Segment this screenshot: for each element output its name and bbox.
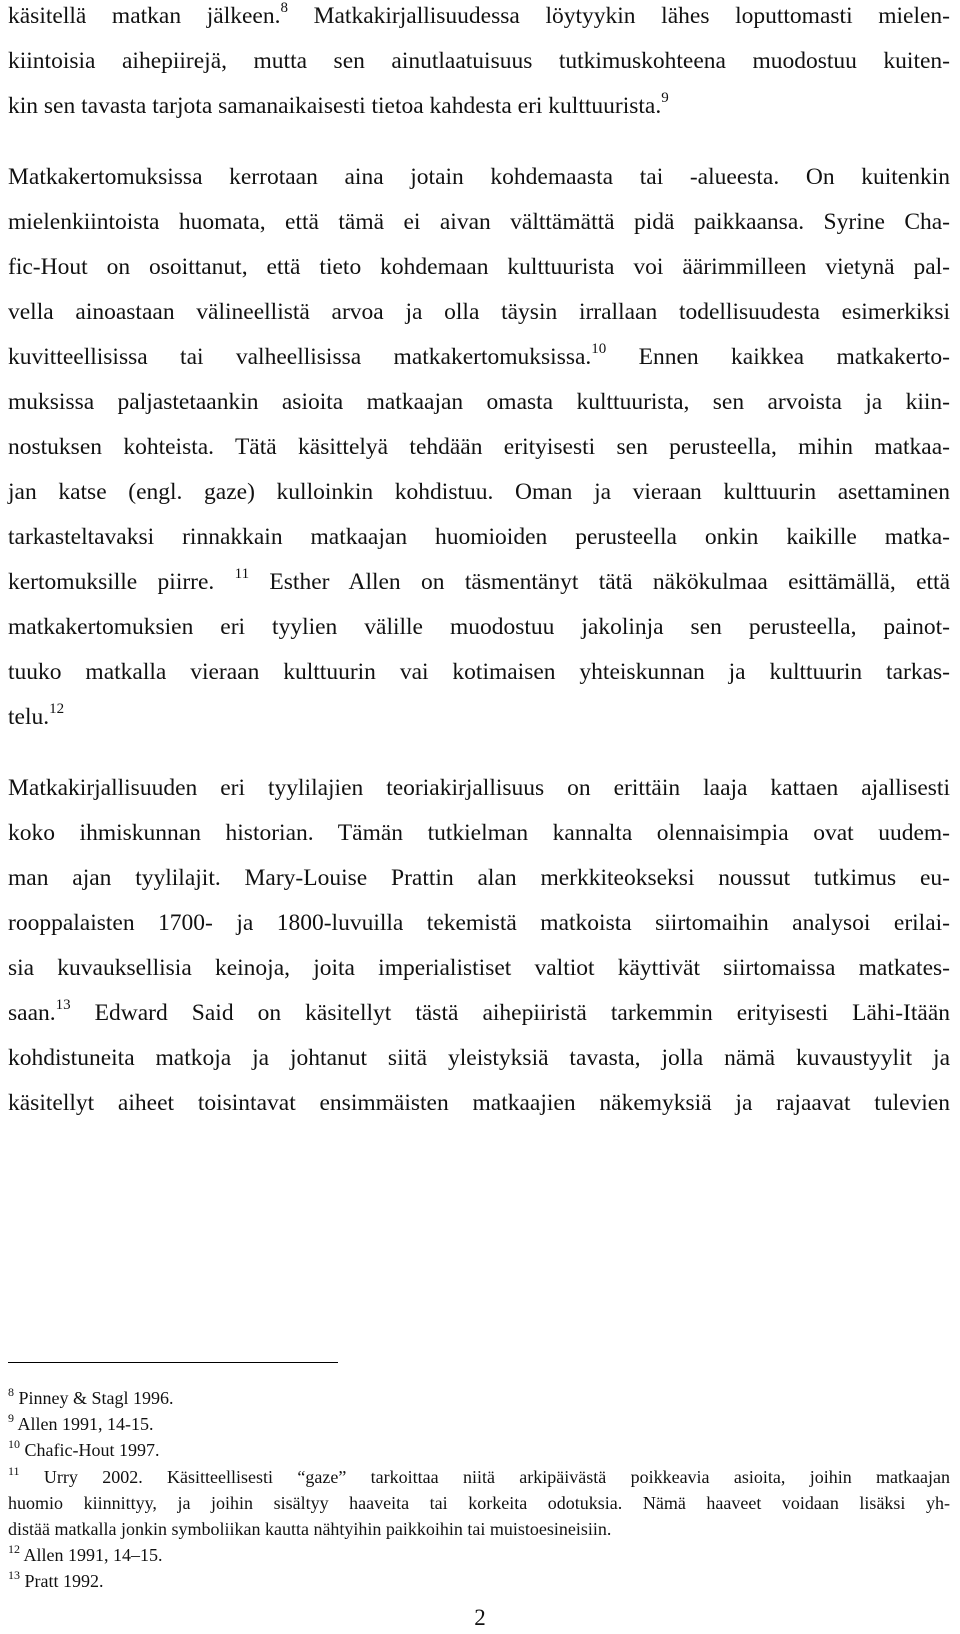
footnote-ref[interactable]: 8 <box>280 0 288 16</box>
page-number: 2 <box>474 1605 486 1630</box>
body-line: mielenkiintoista huomata, että tämä ei aivan välttämättä pidä paikkaansa. Syrine Cha- <box>8 209 950 235</box>
body-line: kuvitteellisissa tai valheellisissa matkakertomuksissa.$^{10}$ Ennen kaikkea matkakerto- <box>8 341 950 370</box>
body-line: telu.$^{12}$ <box>8 701 65 730</box>
body-line: kin sen tavasta tarjota samanaikaisesti tietoa kahdesta eri kulttuurista.$^9$ <box>8 90 669 119</box>
body-line: käsitellyt aiheet toisintavat ensimmäisten matkaajien näkemyksiä ja rajaavat tulevien <box>8 1090 950 1116</box>
footnote-ref[interactable]: 12 <box>49 701 65 717</box>
body-line: tarkasteltavaksi rinnakkain matkaajan huomioiden perusteella onkin kaikille matka- <box>8 524 950 550</box>
body-line: kohdistuneita matkoja ja johtanut siitä yleistyksiä tavasta, jolla nämä kuvaustyylit ja <box>8 1045 950 1071</box>
body-line: jan katse (engl. gaze) kulloinkin kohdistuu. Oman ja vieraan kulttuurin asettaminen <box>8 479 950 505</box>
body-line: muksissa paljastetaankin asioita matkaajan omasta kulttuurista, sen arvoista ja kiin- <box>8 389 950 415</box>
body-line: kiintoisia aihepiirejä, mutta sen ainutlaatuisuus tutkimuskohteena muodostuu kuiten- <box>8 48 950 74</box>
footnote-ref[interactable]: 11 <box>234 566 250 582</box>
footnote: $^{13}$ Pratt 1992. <box>8 1568 104 1591</box>
footnote-ref[interactable]: 13 <box>55 997 71 1013</box>
footnote-ref[interactable]: 10 <box>591 341 607 357</box>
footnote-ref[interactable]: 9 <box>661 90 669 106</box>
body-line: Matkakertomuksissa kerrotaan aina jotain kohdemaasta tai -alueesta. On kuitenkin <box>8 164 950 190</box>
footnote: $^{12}$ Allen 1991, 14–15. <box>8 1542 163 1565</box>
body-line: nostuksen kohteista. Tätä käsittelyä tehdään erityisesti sen perusteella, mihin matkaa- <box>8 434 950 460</box>
body-line: koko ihmiskunnan historian. Tämän tutkielman kannalta olennaisimpia ovat uudem- <box>8 820 950 846</box>
body-line: rooppalaisten 1700- ja 1800-luvuilla tekemistä matkoista siirtomaihin analysoi erilai- <box>8 910 950 936</box>
footnote-continuation: huomio kiinnittyy, ja joihin sisältyy haaveita tai korkeita odotuksia. Nämä haaveet voidaan lisäksi yh- <box>8 1493 950 1513</box>
body-line: man ajan tyylilajit. Mary-Louise Prattin alan merkkiteokseksi noussut tutkimus eu- <box>8 865 950 891</box>
body-line: tuuko matkalla vieraan kulttuurin vai kotimaisen yhteiskunnan ja kulttuurin tarkas- <box>8 659 950 685</box>
footnote: $^9$ Allen 1991, 14-15. <box>8 1411 154 1434</box>
body-line: sia kuvauksellisia keinoja, joita imperialistiset valtiot käyttivät siirtomaissa matkates- <box>8 955 950 981</box>
body-line: matkakertomuksien eri tyylien välille muodostuu jakolinja sen perusteella, painot- <box>8 614 950 640</box>
footnote-separator <box>8 1362 338 1363</box>
footnote: $^{11}$ Urry 2002. Käsitteellisesti “gaze” tarkoittaa niitä arkipäivästä poikkeavia asioita, joihin matkaajan <box>8 1464 950 1487</box>
footnote-continuation: distää matkalla jonkin symboliikan kautta nähtyihin paikkoihin tai muistoesineisiin. <box>8 1519 612 1539</box>
body-line: kertomuksille piirre. $^{11}$ Esther Allen on täsmentänyt tätä näkökulmaa esittämällä, että <box>8 566 950 595</box>
footnote: $^8$ Pinney & Stagl 1996. <box>8 1385 174 1408</box>
body-line: Matkakirjallisuuden eri tyylilajien teoriakirjallisuus on erittäin laaja kattaen ajallisesti <box>8 775 950 801</box>
body-line: vella ainoastaan välineellistä arvoa ja olla täysin irrallaan todellisuudesta esimerkiksi <box>8 299 950 325</box>
body-line: saan.$^{13}$ Edward Said on käsitellyt tästä aihepiiristä tarkemmin erityisesti Lähi-Itään <box>8 997 950 1026</box>
body-line: käsitellä matkan jälkeen.$^8$ Matkakirjallisuudessa löytyykin lähes loputtomasti mielen- <box>8 0 950 29</box>
body-line: fic-Hout on osoittanut, että tieto kohdemaan kulttuurista voi äärimmilleen vietynä pal- <box>8 254 950 280</box>
footnote: $^{10}$ Chafic-Hout 1997. <box>8 1437 160 1460</box>
